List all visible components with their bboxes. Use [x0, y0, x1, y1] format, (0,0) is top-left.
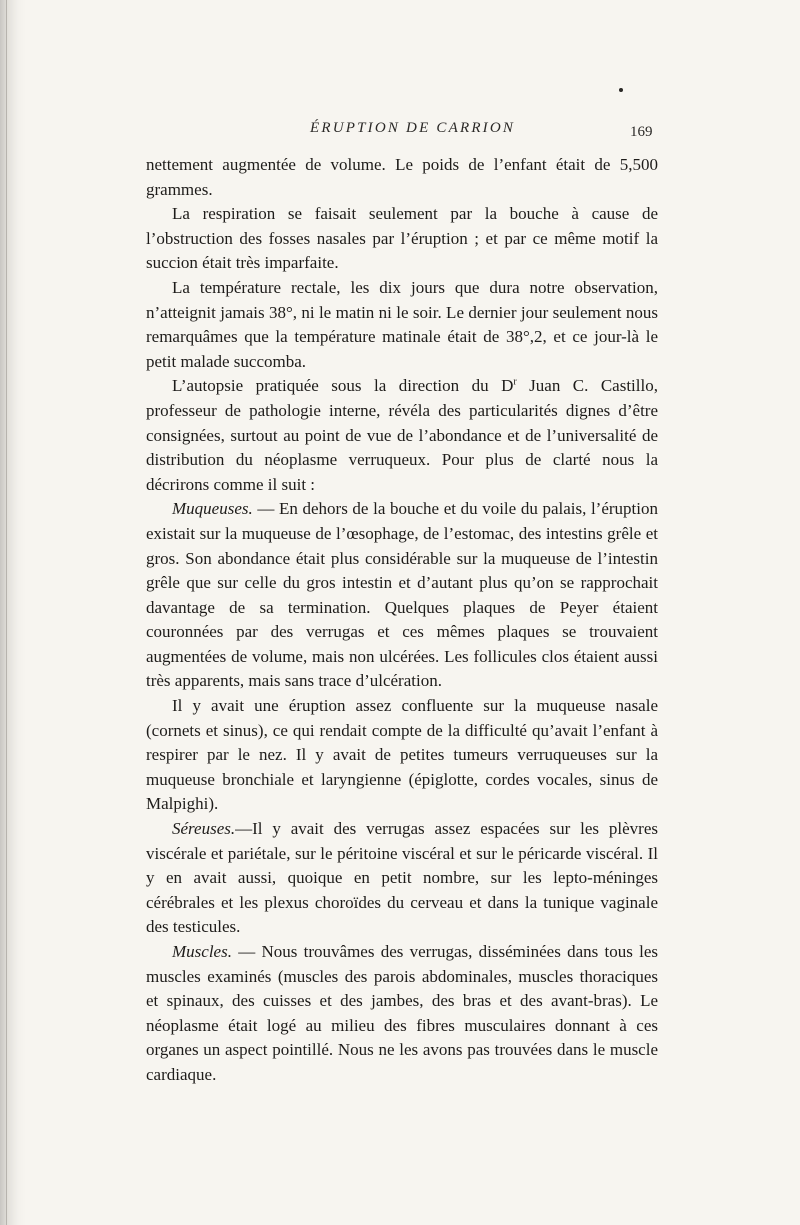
section-lead-muqueuses: Muqueuses. — [172, 499, 253, 519]
paragraph-text: — Nous trouvâmes des verrugas, disséminées dans tous les muscles examinés (muscles des parois abdominales, muscles thoraciques et spinaux, des cuisses et des jambes, des bras et des avant-bras). Le néoplasme était logé au milieu des fibres musculaires donnant à ces organes un aspect pointillé. Nous ne les avons pas trouvées dans le muscle cardiaque. — [146, 942, 658, 1084]
paragraph-text: — En dehors de la bouche et du voile du palais, l’éruption existait sur la muqueuse de l’œsophage, de l’estomac, des intestins grêle et gros. Son abondance était plus considérable sur la muqueuse de l’intestin grêle que sur celle du gros intestin et d’autant plus qu’on se rapprochait davantage de sa termination. Quelques plaques de Peyer étaient couronnées par des verrugas et ces mêmes plaques se trouvaient augmentées de volume, mais non ulcérées. Les follicules clos étaient aussi très apparents, mais sans trace d’ulcération. — [146, 499, 658, 691]
paragraph-respiration — [146, 202, 658, 276]
page-body — [146, 153, 658, 1088]
section-lead-muscles: Muscles. — [172, 942, 232, 961]
paragraph-text: La respiration se faisait seulement par la bouche à cause de l’obstruction des fosses nasales par l’éruption ; et par ce même motif la succion était très imparfaite. — [146, 204, 658, 273]
superscript-abbrev: r — [513, 376, 517, 388]
section-lead-sereuses: Séreuses. — [172, 819, 236, 839]
paragraph-sereuses — [146, 817, 658, 940]
paragraph-text: —Il y avait des verrugas assez espacées sur les plèvres viscérale et pariétale, sur le péritoine viscéral et sur le péricarde viscéral. Il y en avait aussi, quoique en petit nombre, sur les lepto-méninges cérébrales et les plexus choroïdes du cerveau et dans la tunique vaginale des testicules. — [146, 819, 658, 937]
paragraph-text: Il y avait une éruption assez confluente sur la muqueuse nasale (cornets et sinus), ce qui rendait compte de la difficulté qu’avait l’enfant à respirer par le nez. Il y avait de petites tumeurs verruqueuses sur la muqueuse bronchiale et laryngienne (épiglotte, cordes vocales, sinus de Malpighi). — [146, 696, 658, 814]
paragraph-temperature — [146, 276, 658, 374]
paragraph-text: La température rectale, les dix jours que dura notre observation, n’atteignit jamais 38°, ni le matin ni le soir. Le dernier jour seulement nous remarquâmes que la température matinale était de 38°,2, et ce jour-là le petit malade succomba. — [146, 277, 658, 371]
page-edge-line — [6, 0, 7, 1225]
paragraph-text-start: L’autopsie pratiquée sous la direction du D — [172, 376, 514, 396]
paragraph-text: Juan C. Castillo, professeur de pathologie interne, révéla des particularités dignes d’être consignées, surtout au point de vue de l’abondance et de l’universalité de distribution du néoplasme verruqueux. Pour plus de clarté nous la décrirons comme il suit : — [146, 376, 658, 494]
paragraph-muqueuses — [146, 497, 658, 694]
print-speck — [619, 88, 623, 92]
page-gutter-shadow — [0, 0, 26, 1225]
running-head: ÉRUPTION DE CARRION — [310, 120, 516, 136]
paragraph-text: nettement augmentée de volume. Le poids de l’enfant était de 5,500 grammes. — [146, 155, 658, 199]
paragraph-muscles — [146, 940, 658, 1088]
paragraph-continuation — [146, 153, 658, 202]
page-number: 169 — [630, 124, 653, 140]
paragraph-nasal — [146, 694, 658, 817]
paragraph-autopsy — [146, 374, 658, 497]
